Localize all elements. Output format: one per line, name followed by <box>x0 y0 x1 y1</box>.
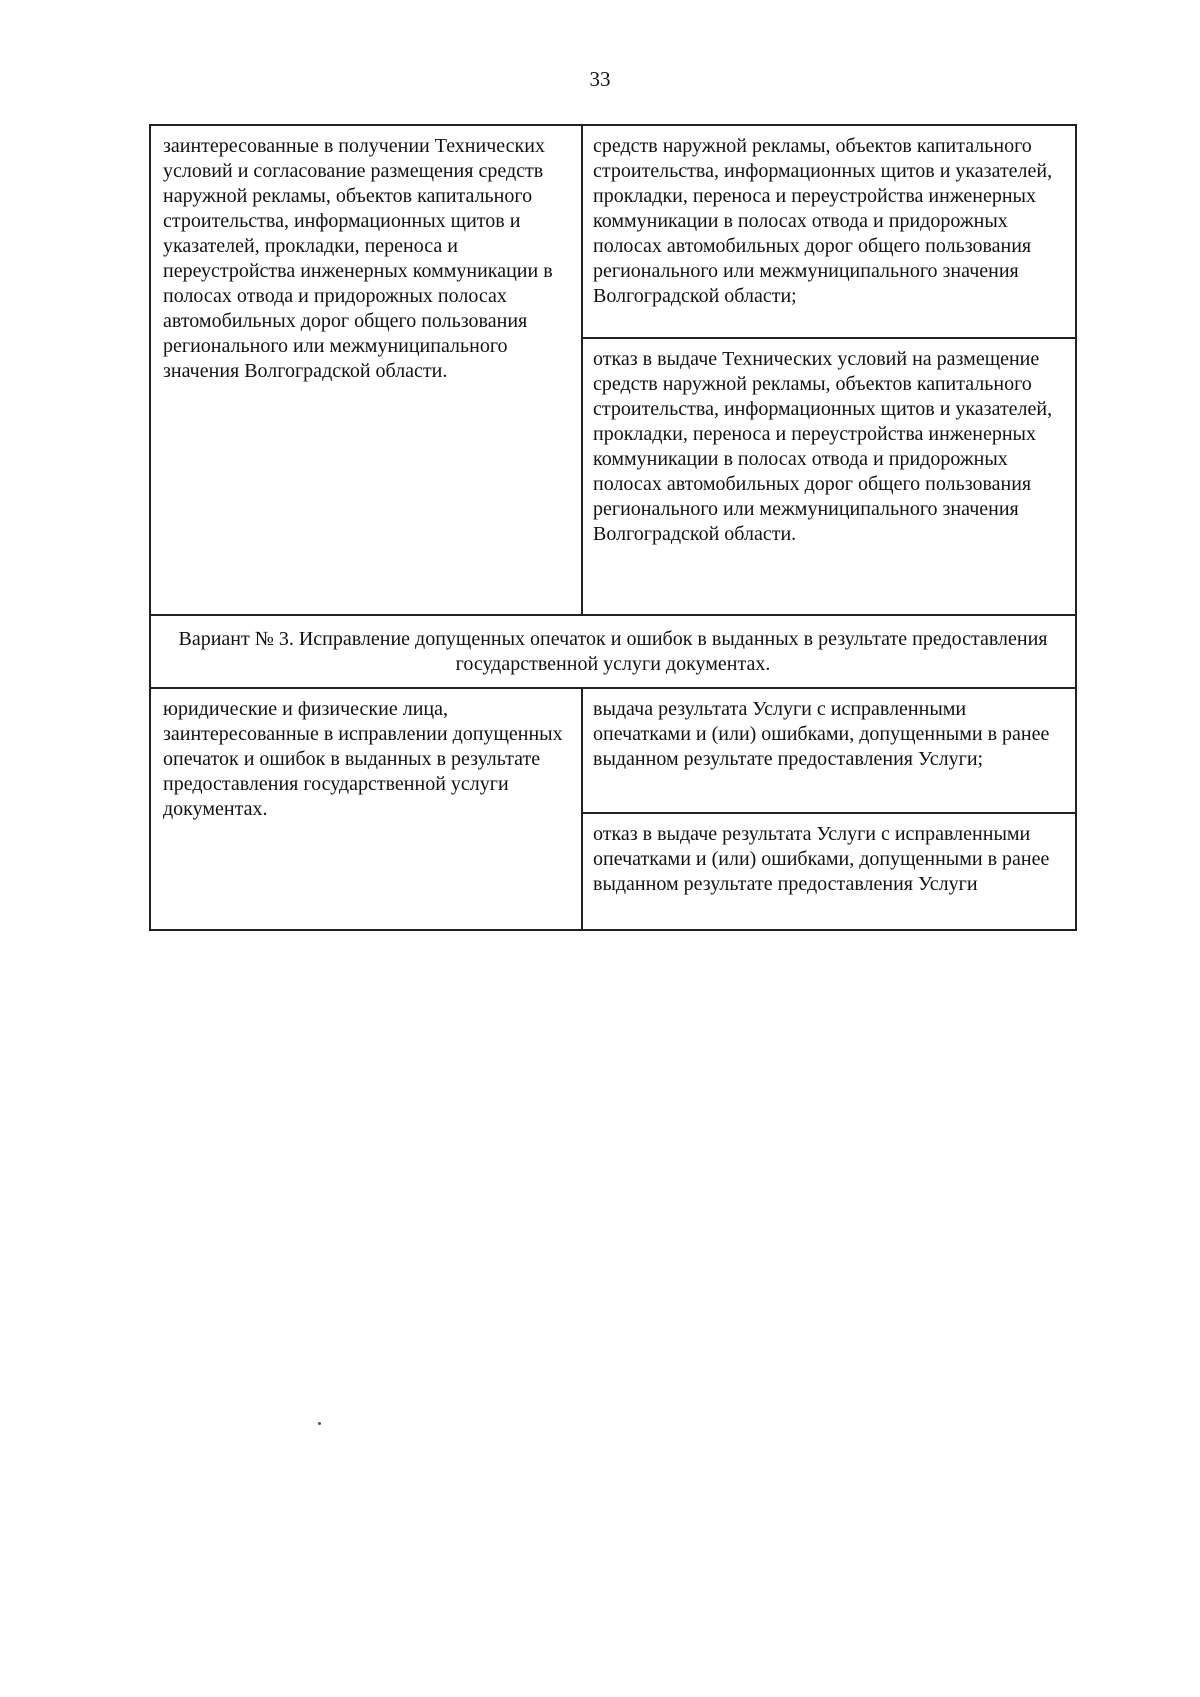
result-positive: выдача результата Услуги с исправленными опечатками и (или) ошибками, допущенными в ранее выданном результате предоставления Услуги; <box>593 698 1050 770</box>
applicant-category-cell <box>151 126 583 614</box>
variant-heading: Вариант № 3. Исправление допущенных опечаток и ошибок в выданных в результате предоставления государственной услуги документах. <box>151 614 1075 687</box>
table-row <box>151 687 1075 929</box>
result-refusal: отказ в выдаче Технических условий на размещение средств наружной рекламы, объектов капитального строительства, информационных щитов и указателей, прокладки, переноса и переустройства инженерных коммуникации в полосах отвода и придорожных полосах автомобильных дорог общего пользования регионального или межмуниципального значения Волгоградской области. <box>583 337 1075 614</box>
result-cell <box>583 689 1075 929</box>
result-cell <box>583 126 1075 614</box>
services-table <box>149 124 1077 931</box>
applicant-category-cell <box>151 689 583 929</box>
applicant-category-text: заинтересованные в получении Технических условий и согласование размещения средств наружной рекламы, объектов капитального строительства, информационных щитов и указателей, прокладки, переноса и переустройства инженерных коммуникации в полосах отвода и придорожных полосах автомобильных дорог общего пользования регионального или межмуниципального значения Волгоградской области. <box>163 135 553 382</box>
result-positive: средств наружной рекламы, объектов капитального строительства, информационных щитов и указателей, прокладки, переноса и переустройства инженерных коммуникации в полосах отвода и придорожных полосах автомобильных дорог общего пользования регионального или межмуниципального значения Волгоградской области; <box>593 135 1053 307</box>
result-refusal: отказ в выдаче результата Услуги с исправленными опечатками и (или) ошибками, допущенными в ранее выданном результате предоставления Услуги <box>583 812 1075 929</box>
applicant-category-text: юридические и физические лица, заинтересованные в исправлении допущенных опечаток и ошибок в выданных в результате предоставления государственной услуги документах. <box>163 698 563 820</box>
scan-speck <box>318 1422 321 1425</box>
table-row <box>151 126 1075 614</box>
page-number: 33 <box>589 67 611 91</box>
